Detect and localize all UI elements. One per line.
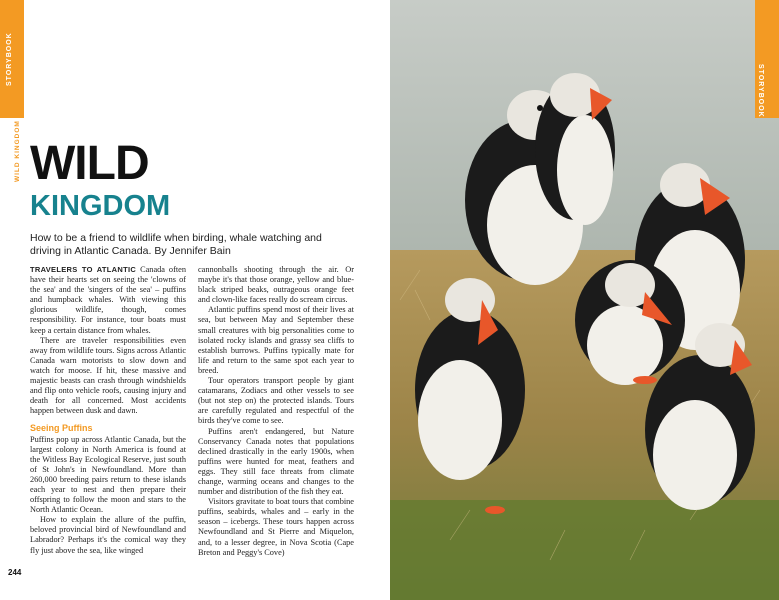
storybook-tab-label-right: STORYBOOK bbox=[757, 64, 764, 118]
body-column-2 bbox=[198, 265, 354, 558]
section-label: WILD KINGDOM bbox=[14, 120, 21, 182]
subhead-seeing-puffins: Seeing Puffins bbox=[30, 423, 93, 434]
paragraph-2: There are traveler responsibilities even away from wildlife tours. Signs across Atlantic Canada warn motorists to slow down and watch for moose. If hit, these massive and majestic beasts can crash through windshields and flip onto vehicle roofs, causing injury and death for all concerned. Most accidents happen between dusk and dawn. bbox=[30, 335, 186, 416]
storybook-tab-left bbox=[0, 0, 24, 118]
paragraph-3: Puffins pop up across Atlantic Canada, but the largest colony in North America is found at the Witless Bay Ecological Reserve, just south of St John's in Newfoundland. More than 260,000 breeding pairs return to these islands each year to nest and then prepare their offspring to follow the moon and stars to the North Atlantic Ocean. bbox=[30, 434, 186, 515]
puffins-illustration bbox=[390, 0, 779, 600]
headline-line2: KINGDOM bbox=[30, 190, 171, 222]
storybook-tab-label: STORYBOOK bbox=[6, 32, 13, 86]
deck: How to be a friend to wildlife when birding, whale watching and driving in Atlantic Canada. By Jennifer Bain bbox=[30, 232, 322, 257]
paragraph-6: Atlantic puffins spend most of their lives at sea, but between May and September these small creatures with big personalities come to isolated rocky islands and grassy sea cliffs to establish burrows. Puffins typically mate for life and return to the same spot each year to breed. bbox=[198, 305, 354, 375]
page-number: 244 bbox=[8, 568, 22, 577]
paragraph-4: How to explain the allure of the puffin, beloved provincial bird of Newfoundland and Labrador? Perhaps it's the comical way they fly just above the sea, like winged bbox=[30, 515, 186, 555]
storybook-tab-right bbox=[755, 0, 779, 118]
paragraph-1: TRAVELERS TO ATLANTIC Canada often have their hearts set on seeing the 'clowns of the sea' and the 'singers of the sea' – puffins and humpback whales. With viewing this glorious wildlife, though, comes responsibility. For instance, tour boats must keep a certain distance from whales. bbox=[30, 265, 186, 335]
paragraph-9: Visitors gravitate to boat tours that combine puffins, seabirds, whales and – early in the season – icebergs. These tours happen across Newfoundland and St Pierre and Miquelon, and, to a lesser degree, in Nova Scotia (Cape Breton and Peggy's Cove) bbox=[198, 497, 354, 557]
paragraph-5: cannonballs shooting through the air. Or maybe it's that those orange, yellow and blue-black striped beaks, outrageous orange feet and clown-like faces really do scream circus. bbox=[198, 265, 354, 305]
headline-line1: WILD bbox=[30, 137, 149, 190]
paragraph-8: Puffins aren't endangered, but Nature Conservancy Canada notes that populations declined drastically in the early 1900s, when puffins were hunted for meat, feathers and eggs. They still face threats from climate change, warming oceans and changes to the number and distribution of the fish they eat. bbox=[198, 426, 354, 497]
puffins-photo bbox=[390, 0, 779, 600]
body-column-1 bbox=[30, 265, 186, 556]
paragraph-7: Tour operators transport people by giant catamarans, Zodiacs and other vessels to see (but not step on) the protected islands. Tours are carefully regulated and respectful of the birds they've come to see. bbox=[198, 376, 354, 426]
lead-in: TRAVELERS TO ATLANTIC bbox=[30, 265, 137, 274]
